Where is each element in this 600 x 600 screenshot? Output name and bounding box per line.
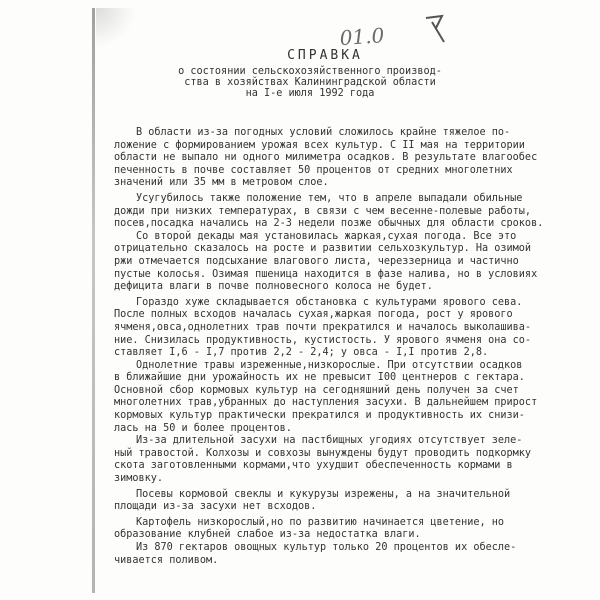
body-text-line: посев,посадка начались на 2-3 недели позже обычных для области сроков. — [114, 218, 544, 230]
body-text-line: ный травостой. Колхозы и совхозы вынуждены будут проводить подкормку — [114, 447, 532, 459]
body-text-line: Из-за длительной засухи на пастбищных угодиях отсутствует зеле- — [136, 435, 523, 447]
body-text-line: чивается поливом. — [114, 554, 219, 566]
body-text-line: отрицательно сказалось на росте и развитии сельхозкультур. На озимой — [114, 243, 532, 255]
body-text-line: дефицита влаги в почве полновесного колоса не будет. — [114, 281, 433, 293]
body-text-line: Гораздо хуже складывается обстановка с культурами ярового сева. — [136, 296, 523, 308]
body-text-line: ржи отмечается подсыхание влагового листа, череззерница и частично — [114, 255, 519, 267]
body-text-line: пустые колосья. Озимая пшеница находится в фазе налива, но в условиях — [114, 268, 538, 280]
body-text-line: образование клубней слабое из-за недостатка влаги. — [114, 529, 421, 541]
handwritten-note: 01.0 — [338, 23, 385, 51]
body-text-line: ние. Снизилась продуктивность, кустистость. У ярового ячменя она со- — [114, 334, 532, 346]
body-text-line: в ближайшие дни урожайность их не превысит I00 центнеров с гектара. — [114, 372, 525, 384]
body-text-line: ставляет I,6 - I,7 против 2,2 - 2,4; у овса - I,I против 2,8. — [114, 347, 489, 359]
body-text-line: области не выпало ни одного милиметра осадков. В результате влагообес — [114, 152, 538, 164]
scan-smudge — [96, 8, 136, 48]
body-text-line: многолетних трав,убранных до наступления засухи. В дальнейшем прирост — [114, 397, 538, 409]
body-text-line: печенность в почве составляет 50 процентов от средних многолетних — [114, 164, 513, 176]
body-text-line: В области из-за погодных условий сложилось крайне тяжелое по- — [136, 127, 511, 138]
body-text-line: ячменя,овса,однолетних трав почти прекратился и началось выколашива- — [114, 321, 532, 333]
body-text-line: Посевы кормовой свеклы и кукурузы изрежены, а на значительной — [136, 488, 511, 500]
binding-edge — [92, 8, 95, 593]
body-text-line: Усугубилось также положение тем, что в апреле выпадали обильные — [136, 192, 523, 204]
body-text-line: кормовых культур практически прекратился и продуктивность их снизи- — [114, 410, 525, 422]
body-text-line: дожди при низких температурах, в связи с чем весенне-полевые работы, — [114, 205, 532, 217]
body-text-line: скота заготовленными кормами,что ухудшит обеспеченность кормами в — [114, 460, 513, 472]
document-title: СПРАВКА — [287, 48, 363, 63]
body-text-line: площади из-за засухи нет всходов. — [114, 501, 317, 513]
body-text-line: Со второй декады мая установилась жаркая,сухая погода. Все это — [136, 230, 517, 242]
body-text-line: Однолетние травы изреженные,низкорослые. При отсутствии осадков — [136, 359, 523, 371]
body-text-line: значений или 35 мм в метровом слое. — [114, 177, 329, 189]
body-text-line: После полных всходов началась сухая,жаркая погода, рост у ярового — [114, 309, 513, 321]
subtitle-line: на I-е июля 1992 года — [245, 88, 375, 99]
body-text-line: Основной сбор кормовых культур на сегодняшний день получен за счет — [114, 384, 519, 396]
body-text-line: Картофель низкорослый,но по развитию начинается цветение, но — [136, 516, 505, 528]
body-text-line: Из 870 гектаров овощных культур только 20 процентов их обесле- — [136, 542, 517, 553]
document-subtitle — [160, 66, 460, 99]
subtitle-line: ства в хозяйствах Калининградской области — [184, 77, 436, 88]
document-body — [114, 127, 544, 567]
body-text-line: лась на 50 и более процентов. — [114, 422, 292, 434]
subtitle-line: о состоянии сельскохозяйственного производ- — [178, 66, 442, 77]
body-text-line: ложение с формированием урожая всех культур. С II мая на территории — [114, 139, 525, 151]
body-text-line: зимовку. — [114, 473, 164, 485]
handwritten-mark-icon — [420, 12, 450, 52]
